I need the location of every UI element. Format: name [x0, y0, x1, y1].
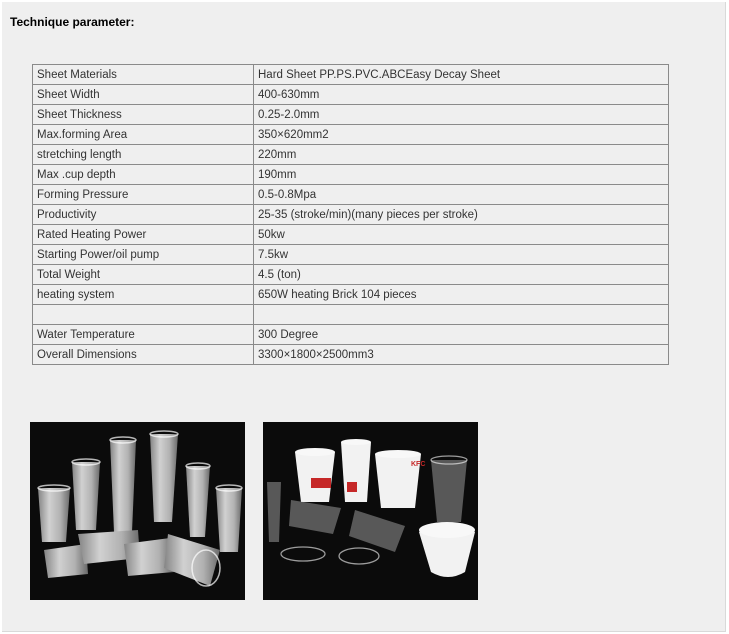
- kfc-cup-label: KFC: [411, 461, 426, 468]
- param-value: 3300×1800×2500mm3: [254, 345, 669, 365]
- param-row: [33, 185, 669, 205]
- param-name: Total Weight: [33, 265, 254, 285]
- param-row: [33, 85, 669, 105]
- param-value: 190mm: [254, 165, 669, 185]
- param-value: 650W heating Brick 104 pieces: [254, 285, 669, 305]
- param-row: [33, 165, 669, 185]
- param-row: [33, 285, 669, 305]
- param-value: 350×620mm2: [254, 125, 669, 145]
- param-name: Sheet Width: [33, 85, 254, 105]
- param-row: [33, 325, 669, 345]
- parameter-table: [32, 64, 669, 365]
- param-name: Overall Dimensions: [33, 345, 254, 365]
- param-value: [254, 305, 669, 325]
- param-name: Rated Heating Power: [33, 225, 254, 245]
- param-name: Water Temperature: [33, 325, 254, 345]
- param-value: 0.5-0.8Mpa: [254, 185, 669, 205]
- param-value: 0.25-2.0mm: [254, 105, 669, 125]
- param-row: [33, 345, 669, 365]
- param-value: 220mm: [254, 145, 669, 165]
- param-name: Forming Pressure: [33, 185, 254, 205]
- content-panel: [2, 2, 726, 632]
- param-row: [33, 305, 669, 325]
- param-name: Starting Power/oil pump: [33, 245, 254, 265]
- param-row: [33, 65, 669, 85]
- param-value: 4.5 (ton): [254, 265, 669, 285]
- param-name: Sheet Materials: [33, 65, 254, 85]
- param-row: [33, 145, 669, 165]
- product-photo-assorted-cups: [263, 422, 478, 600]
- param-name: Productivity: [33, 205, 254, 225]
- param-name: heating system: [33, 285, 254, 305]
- param-value: 400-630mm: [254, 85, 669, 105]
- param-name: Max.forming Area: [33, 125, 254, 145]
- param-name: stretching length: [33, 145, 254, 165]
- product-photo-clear-cups: [30, 422, 245, 600]
- param-value: 300 Degree: [254, 325, 669, 345]
- param-row: [33, 105, 669, 125]
- param-row: [33, 125, 669, 145]
- param-value: 25-35 (stroke/min)(many pieces per stroke): [254, 205, 669, 225]
- section-heading: Technique parameter:: [10, 15, 135, 29]
- param-value: Hard Sheet PP.PS.PVC.ABCEasy Decay Sheet: [254, 65, 669, 85]
- param-value: 7.5kw: [254, 245, 669, 265]
- param-name: Max .cup depth: [33, 165, 254, 185]
- param-row: [33, 225, 669, 245]
- param-value: 50kw: [254, 225, 669, 245]
- param-row: [33, 265, 669, 285]
- param-name: Sheet Thickness: [33, 105, 254, 125]
- param-name: [33, 305, 254, 325]
- param-row: [33, 245, 669, 265]
- param-row: [33, 205, 669, 225]
